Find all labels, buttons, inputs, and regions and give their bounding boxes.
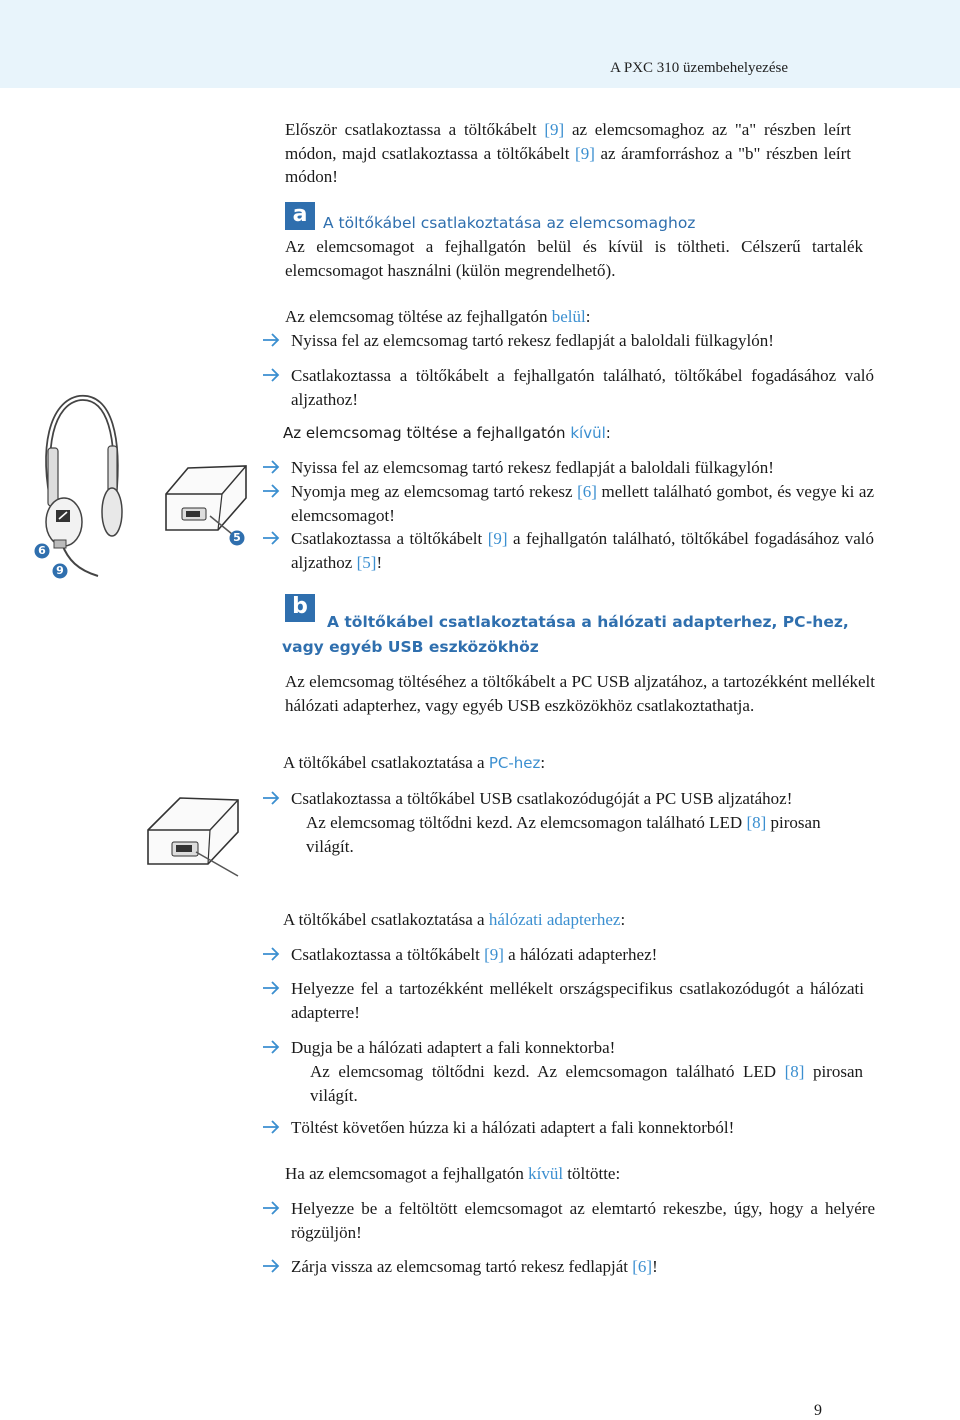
arrow-right-icon [262,1201,280,1215]
section-b-heading-line-1: A töltőkábel csatlakoztatása a hálózati adapterhez, PC-hez, [327,613,849,631]
arrow-right-icon [262,1259,280,1273]
inside-step-1: Nyissa fel az elemcsomag tartó rekesz fedlapját a baloldali fülkagylón! [291,331,774,350]
outside-step-1: Nyissa fel az elemcsomag tartó rekesz fedlapját a baloldali fülkagylón! [291,458,774,477]
adapter-step-1: Csatlakoztassa a töltőkábelt [9] a hálózati adapterhez! [291,945,658,964]
battery-pack-illustration [160,458,250,540]
outside-charged-title: Ha az elemcsomagot a fejhallgatón kívül töltötte: [285,1164,621,1183]
outside-step-3: Csatlakoztassa a töltőkábelt [9] a fejhallgatón található, töltőkábel fogadásához való aljzathoz [5]! [291,529,874,572]
inside-step-2: Csatlakoztassa a töltőkábelt a fejhallgatón található, töltőkábel fogadásához való aljzathoz! [291,366,874,409]
pc-title: A töltőkábel csatlakoztatása a PC-hez: [283,753,546,772]
inside-title: Az elemcsomag töltése az fejhallgatón belül: [285,307,591,326]
arrow-right-icon [262,531,280,545]
label-six: 6 [38,544,46,557]
label-nine: 9 [56,564,64,577]
outside-charged-step-1: Helyezze be a feltöltött elemcsomagot az elemtartó rekeszbe, úgy, hogy a helyére rögzüljön! [291,1199,875,1242]
section-a-heading: A töltőkábel csatlakoztatása az elemcsomaghoz [323,214,696,232]
running-header: A PXC 310 üzembehelyezése [610,60,788,76]
arrow-right-icon [262,1040,280,1054]
label-five: 5 [233,531,241,544]
arrow-right-icon [262,947,280,961]
arrow-right-icon [262,1120,280,1134]
arrow-right-icon [262,368,280,382]
pc-step: Csatlakoztassa a töltőkábel USB csatlakozódugóját a PC USB aljzatához! [291,789,793,808]
section-a-body: Az elemcsomagot a fejhallgatón belül és kívül is töltheti. Célszerű tartalék elemcsomagot használni (külön megrendelhető). [285,237,863,280]
outside-title: Az elemcsomag töltése a fejhallgatón kívül: [283,424,611,442]
arrow-right-icon [262,460,280,474]
adapter-step-2: Helyezze fel a tartozékként mellékelt országspecifikus csatlakozódugót a hálózati adapterre! [291,979,864,1022]
adapter-step-3: Dugja be a hálózati adaptert a fali konnektorba! [291,1038,616,1057]
outside-step-2: Nyomja meg az elemcsomag tartó rekesz [6] mellett található gombot, és vegye ki az elemcsomagot! [291,482,874,525]
arrow-right-icon [262,981,280,995]
arrow-right-icon [262,484,280,498]
pc-note: Az elemcsomag töltődni kezd. Az elemcsomagon található LED [8] pirosan világít. [306,813,821,856]
adapter-title: A töltőkábel csatlakoztatása a hálózati adapterhez: [283,910,626,929]
section-a-badge: a [285,202,315,230]
page-number: 9 [814,1402,822,1419]
section-b-badge: b [285,594,315,622]
section-b-body: Az elemcsomag töltéséhez a töltőkábelt a PC USB aljzatához, a tartozékként mellékelt hálózati adapterhez, vagy egyéb USB eszközökhöz csatlakoztathatja. [285,672,875,715]
arrow-right-icon [262,791,280,805]
header-band [0,0,960,88]
adapter-step-4: Töltést követően húzza ki a hálózati adaptert a fali konnektorból! [291,1118,735,1137]
battery-pack-usb-illustration [142,792,246,878]
outside-charged-step-2: Zárja vissza az elemcsomag tartó rekesz fedlapját [6]! [291,1257,658,1276]
adapter-note: Az elemcsomag töltődni kezd. Az elemcsomagon található LED [8] pirosan világít. [310,1062,864,1105]
arrow-right-icon [262,333,280,347]
intro-paragraph: Először csatlakoztassa a töltőkábelt [9] az elemcsomaghoz az "a" részben leírt módon, majd csatlakoztassa a töltőkábelt [9] az áramforráshoz a "b" részben leírt módon! [285,120,851,186]
section-b-heading-line-2: vagy egyéb USB eszközökhöz [282,638,539,656]
